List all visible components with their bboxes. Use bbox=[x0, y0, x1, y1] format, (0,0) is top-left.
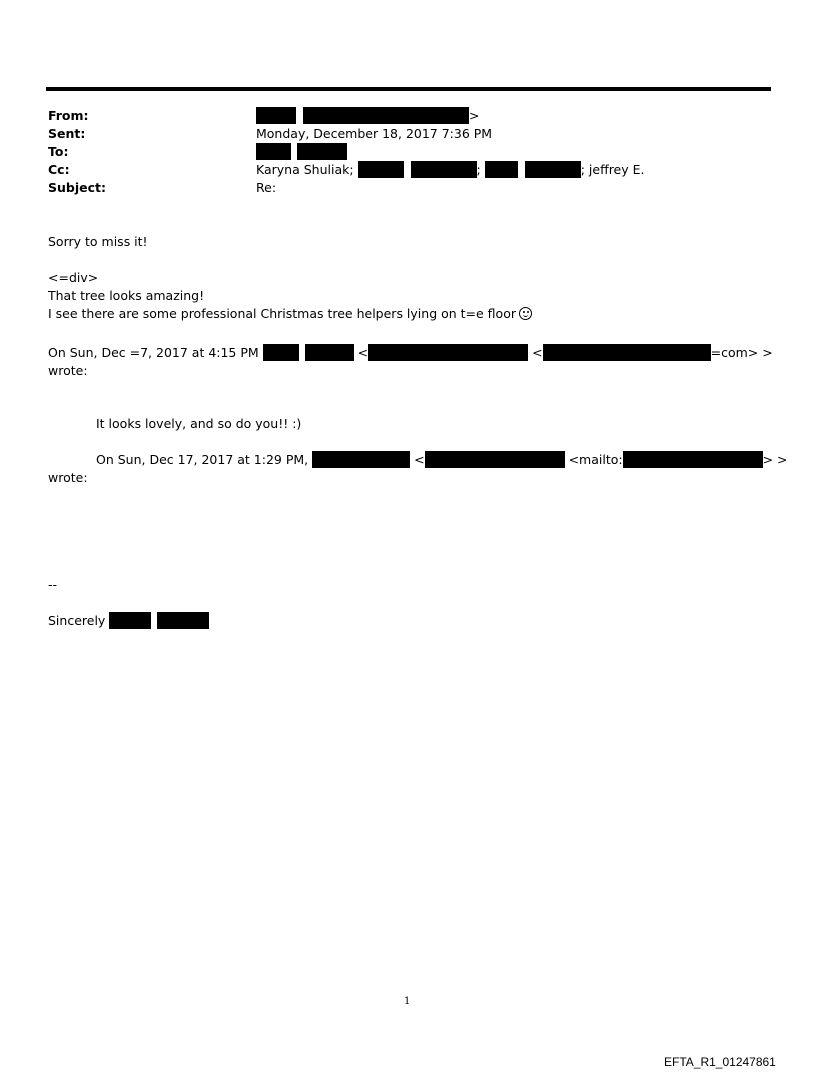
body-line-3: That tree looks amazing! bbox=[48, 288, 205, 303]
redaction-block bbox=[543, 344, 711, 361]
quote2-wrote: wrote: bbox=[48, 470, 88, 485]
to-label: To: bbox=[48, 144, 69, 159]
signature bbox=[48, 612, 209, 630]
from-label: From: bbox=[48, 108, 89, 123]
quote2-prefix: On Sun, Dec 17, 2017 at 1:29 PM, bbox=[96, 452, 309, 467]
signature-dash: -- bbox=[48, 577, 58, 592]
quote1-suffix: =com> > bbox=[710, 345, 773, 360]
redaction-block bbox=[263, 344, 299, 361]
reply-text: It looks lovely, and so do you!! :) bbox=[96, 416, 302, 431]
signature-text: Sincerely bbox=[48, 613, 106, 628]
cc-label: Cc: bbox=[48, 162, 70, 177]
quote2-suffix: > > bbox=[762, 452, 788, 467]
body-line-4-text: I see there are some professional Christmas tree helpers lying on t=e floor bbox=[48, 306, 516, 321]
header-rule bbox=[46, 87, 771, 91]
redaction-block bbox=[425, 451, 565, 468]
sent-value: Monday, December 18, 2017 7:36 PM bbox=[256, 126, 493, 141]
body-line-4 bbox=[48, 305, 532, 323]
redaction-block bbox=[157, 612, 209, 629]
redaction-block bbox=[297, 143, 347, 160]
page-number: 1 bbox=[404, 996, 411, 1007]
cc-sep: ; bbox=[476, 162, 481, 177]
from-value bbox=[256, 107, 479, 125]
redaction-block bbox=[256, 143, 291, 160]
redaction-block bbox=[623, 451, 763, 468]
cc-last: ; jeffrey E. bbox=[580, 162, 645, 177]
quote-header-2 bbox=[96, 451, 788, 469]
cc-value bbox=[256, 161, 645, 179]
redaction-block bbox=[368, 344, 528, 361]
quote-header-1 bbox=[48, 344, 773, 362]
redaction-block bbox=[256, 107, 296, 124]
redaction-block bbox=[312, 451, 410, 468]
subject-value: Re: bbox=[256, 180, 277, 195]
redaction-block bbox=[358, 161, 404, 178]
sent-label: Sent: bbox=[48, 126, 86, 141]
smiley-icon bbox=[519, 307, 532, 320]
subject-label: Subject: bbox=[48, 180, 106, 195]
redaction-block bbox=[109, 612, 151, 629]
redaction-block bbox=[485, 161, 518, 178]
from-suffix: > bbox=[468, 108, 480, 123]
quote1-prefix: On Sun, Dec =7, 2017 at 4:15 PM bbox=[48, 345, 259, 360]
quote1-wrote: wrote: bbox=[48, 363, 88, 378]
quote1-lt-2: < bbox=[532, 345, 543, 360]
body-line-1: Sorry to miss it! bbox=[48, 234, 148, 249]
quote2-lt: < bbox=[414, 452, 425, 467]
redaction-block bbox=[303, 107, 469, 124]
redaction-block bbox=[305, 344, 354, 361]
quote2-mailto: <mailto: bbox=[568, 452, 623, 467]
quote1-lt-1: < bbox=[357, 345, 369, 360]
cc-first: Karyna Shuliak; bbox=[256, 162, 354, 177]
body-line-2: <=div> bbox=[48, 270, 99, 285]
document-id: EFTA_R1_01247861 bbox=[664, 1055, 776, 1069]
to-value bbox=[256, 143, 347, 161]
redaction-block bbox=[525, 161, 581, 178]
redaction-block bbox=[411, 161, 477, 178]
